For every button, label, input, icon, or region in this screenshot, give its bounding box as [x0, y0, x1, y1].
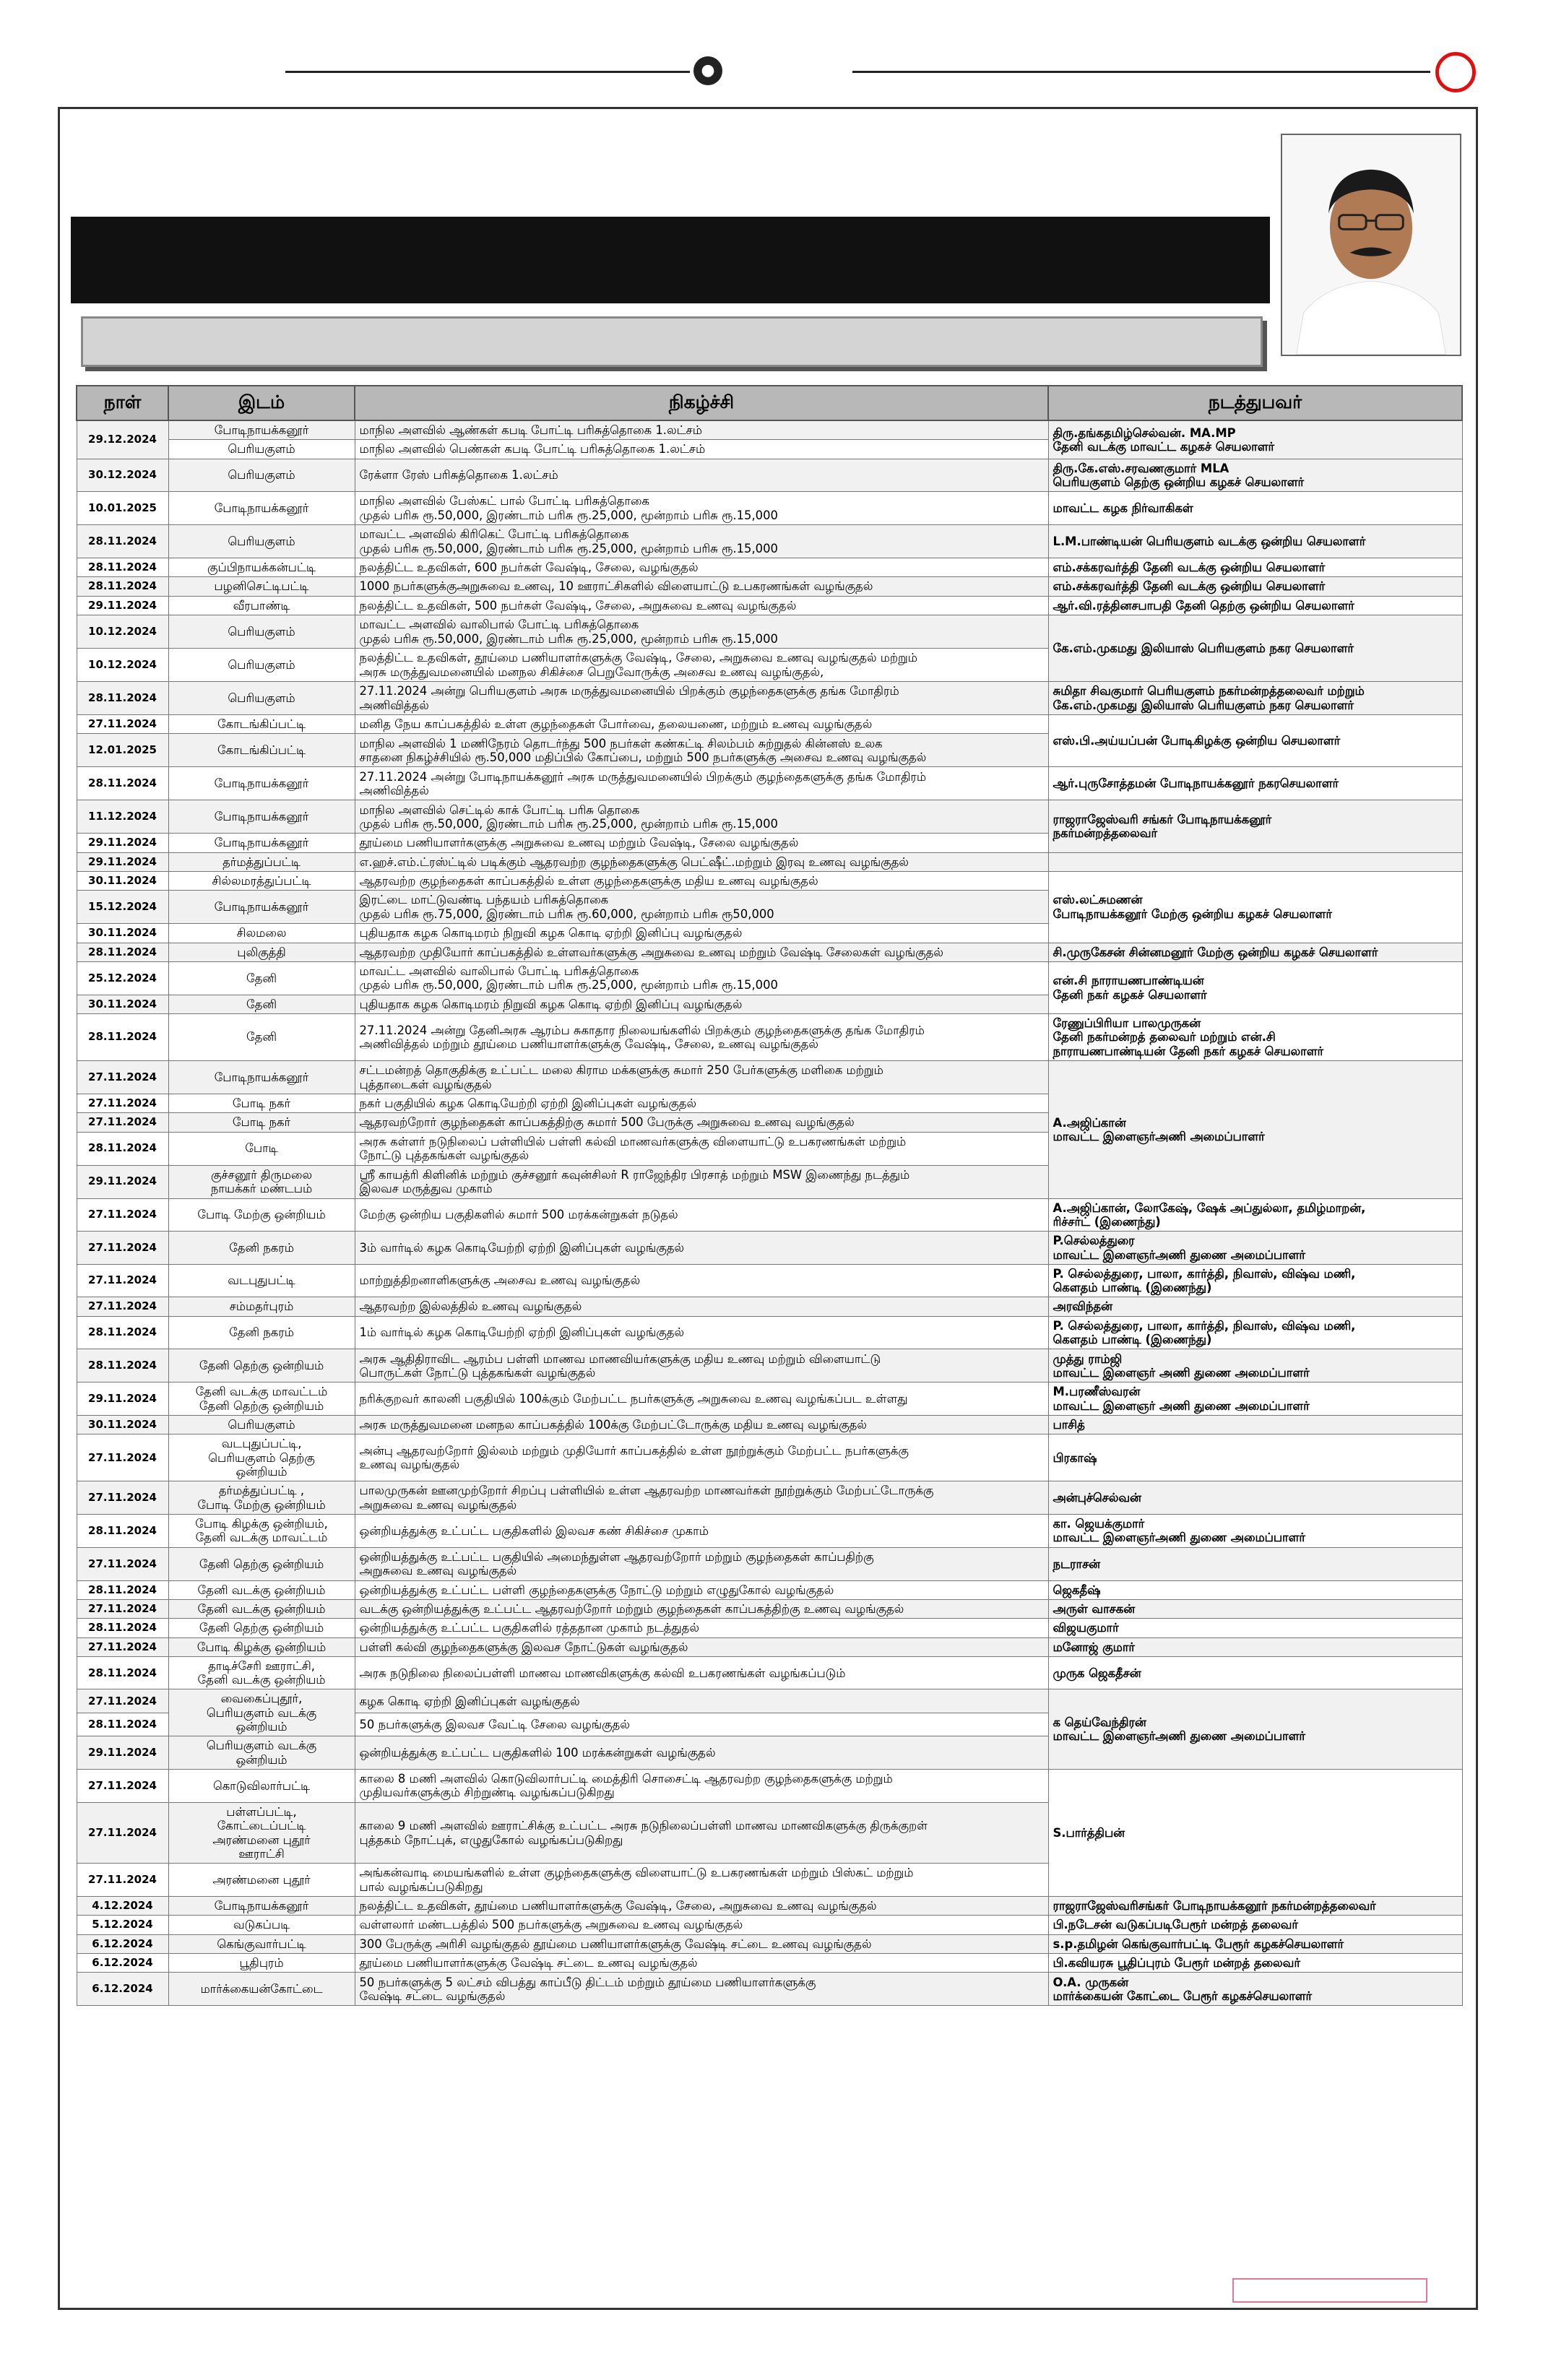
cell-date: 28.11.2024: [77, 525, 168, 558]
events-table-body: [77, 420, 1462, 2006]
table-row: [77, 558, 1462, 577]
table-row: [77, 1382, 1462, 1416]
cell-date: 28.11.2024: [77, 1656, 168, 1689]
cell-event: மாவட்ட அளவில் வாலிபால் போட்டி பரிசுத்தொகை முதல் பரிசு ரூ.50,000, இரண்டாம் பரிசு ரூ.25,000, மூன்றாம் பரிசு ரூ.15,000: [355, 615, 1048, 649]
header-event: நிகழ்ச்சி: [355, 386, 1048, 420]
footer-box: [1232, 2278, 1427, 2303]
table-row: [77, 800, 1462, 834]
cell-organizer: சி.முருகேசன் சின்னமனூர் மேற்கு ஒன்றிய கழகச் செயலாளர்: [1048, 943, 1462, 961]
cell-event: எ.ஹச்.எம்.ட்ரஸ்ட்டில் படிக்கும் ஆதரவற்ற குழந்தைகளுக்கு பெட்ஷீட்.மற்றும் இரவு உணவு வழங்குதல்: [355, 852, 1048, 871]
cell-date: 28.11.2024: [77, 1316, 168, 1349]
cell-date: 27.11.2024: [77, 1637, 168, 1656]
cell-place: போடிநாயக்கனூர்: [168, 1061, 355, 1094]
cell-date: 28.11.2024: [77, 1014, 168, 1061]
table-row: [77, 1415, 1462, 1434]
cell-organizer: முத்து ராம்ஜி மாவட்ட இளைஞர் அணி துணை அமைப்பாளர்: [1048, 1349, 1462, 1382]
cell-place: வீரபாண்டி: [168, 596, 355, 615]
cell-organizer: எஸ்.லட்சுமணன் போடிநாயக்கனூர் மேற்கு ஒன்றிய கழகச் செயலாளர்: [1048, 871, 1462, 943]
cell-date: 29.11.2024: [77, 1736, 168, 1770]
cell-event: அங்கன்வாடி மையங்களில் உள்ள குழந்தைகளுக்கு விளையாட்டு உபகரணங்கள் மற்றும் பிஸ்கட் மற்றும் பால் வழங்கப்படுகிறது: [355, 1864, 1048, 1897]
cell-event: நலத்திட்ட உதவிகள், 600 நபர்கள் வேஷ்டி, சேலை, வழங்குதல்: [355, 558, 1048, 577]
cell-event: ஒன்றியத்துக்கு உட்பட்ட பகுதியில் அமைந்துள்ள ஆதரவற்றோர் மற்றும் குழந்தைகள் காப்பதிற்கு அறுசுவை உணவு வழங்குதல்: [355, 1547, 1048, 1580]
cell-date: 12.01.2025: [77, 734, 168, 767]
table-row: [77, 596, 1462, 615]
cell-organizer: சுமிதா சிவகுமார் பெரியகுளம் நகர்மன்றத்தலைவர் மற்றும் கே.எம்.முகமது இலியாஸ் பெரியகுளம் நகர செயலாளர்: [1048, 682, 1462, 715]
cell-organizer: A.அஜிப்கான், லோகேஷ், ஷேக் அப்துல்லா, தமிழ்மாறன், ரிச்சர்ட் (இணைந்து): [1048, 1198, 1462, 1232]
cell-date: 27.11.2024: [77, 1769, 168, 1802]
table-row: [77, 871, 1462, 890]
cell-date: 27.11.2024: [77, 1198, 168, 1232]
cell-date: 28.11.2024: [77, 943, 168, 961]
cell-organizer: ஜெகதீஷ்: [1048, 1580, 1462, 1599]
table-row: [77, 1547, 1462, 1580]
header-rule-left: [285, 71, 690, 73]
cell-date: 28.11.2024: [77, 1349, 168, 1382]
cell-date: 29.11.2024: [77, 596, 168, 615]
cell-place: தேனி நகரம்: [168, 1316, 355, 1349]
cell-event: ஒன்றியத்துக்கு உட்பட்ட பகுதிகளில் ரத்ததான முகாம் நடத்துதல்: [355, 1619, 1048, 1637]
cell-date: 27.11.2024: [77, 1264, 168, 1297]
header-date: நாள்: [77, 386, 168, 420]
cell-date: 28.11.2024: [77, 577, 168, 596]
table-row: [77, 961, 1462, 995]
cell-event: 27.11.2024 அன்று போடிநாயக்கனூர் அரசு மருத்துவமனையில் பிறக்கும் குழந்தைகளுக்கு தங்க மோதிரம் அணிவித்தல்: [355, 767, 1048, 800]
cell-organizer: P.செல்லத்துரை மாவட்ட இளைஞர்அணி துணை அமைப்பாளர்: [1048, 1232, 1462, 1265]
leader-portrait-icon: [1282, 135, 1460, 355]
cell-place: பெரியகுளம்: [168, 682, 355, 715]
table-row: [77, 1689, 1462, 1713]
cell-place: தேனி: [168, 995, 355, 1013]
cell-place: போடி மேற்கு ஒன்றியம்: [168, 1198, 355, 1232]
cell-place: பெரியகுளம்: [168, 459, 355, 492]
cell-date: 28.11.2024: [77, 767, 168, 800]
cell-date: 28.11.2024: [77, 1132, 168, 1165]
table-row: [77, 1599, 1462, 1618]
cell-event: மனித நேய காப்பகத்தில் உள்ள குழந்தைகள் போர்வை, தலையணை, மற்றும் உணவு வழங்குதல்: [355, 715, 1048, 734]
cell-event: மாநில அளவில் பேஸ்கட் பால் போட்டி பரிசுத்தொகை முதல் பரிசு ரூ.50,000, இரண்டாம் பரிசு ரூ.25,000, மூன்றாம் பரிசு ரூ.15,000: [355, 492, 1048, 525]
cell-place: போடிநாயக்கனூர்: [168, 492, 355, 525]
cell-organizer: பாசித்: [1048, 1415, 1462, 1434]
cell-date: 4.12.2024: [77, 1897, 168, 1916]
headline-black-banner: [71, 217, 1270, 303]
cell-date: 29.11.2024: [77, 1165, 168, 1198]
cell-place: வடபுதுப்பட்டி, பெரியகுளம் தெற்கு ஒன்றியம்: [168, 1435, 355, 1481]
cell-date: 15.12.2024: [77, 891, 168, 924]
cell-organizer: M.பரணீஸ்வரன் மாவட்ட இளைஞர் அணி துணை அமைப்பாளர்: [1048, 1382, 1462, 1416]
cell-event: தூய்மை பணியாளர்களுக்கு வேஷ்டி சட்டை உணவு வழங்குதல்: [355, 1954, 1048, 1973]
cell-event: நலத்திட்ட உதவிகள், 500 நபர்கள் வேஷ்டி, சேலை, அறுசுவை உணவு வழங்குதல்: [355, 596, 1048, 615]
cell-date: 10.01.2025: [77, 492, 168, 525]
cell-date: 28.11.2024: [77, 682, 168, 715]
table-row: [77, 615, 1462, 649]
cell-event: நலத்திட்ட உதவிகள், தூய்மை பணியாளர்களுக்கு வேஷ்டி, சேலை, அறுசுவை உணவு வழங்குதல்: [355, 1897, 1048, 1916]
table-row: [77, 1014, 1462, 1061]
cell-organizer: மனோஜ் குமார்: [1048, 1637, 1462, 1656]
table-row: [77, 767, 1462, 800]
cell-place: போடி கிழக்கு ஒன்றியம்: [168, 1637, 355, 1656]
cell-organizer: பிரகாஷ்: [1048, 1435, 1462, 1481]
cell-event: 50 நபர்களுக்கு 5 லட்சம் விபத்து காப்பீடு திட்டம் மற்றும் தூய்மை பணியாளர்களுக்கு வேஷ்டி சட்டை வழங்குதல்: [355, 1973, 1048, 2006]
cell-event: மாவட்ட அளவில் வாலிபால் போட்டி பரிசுத்தொகை முதல் பரிசு ரூ.50,000, இரண்டாம் பரிசு ரூ.25,000, மூன்றாம் பரிசு ரூ.15,000: [355, 961, 1048, 995]
cell-date: 29.11.2024: [77, 852, 168, 871]
cell-place: பெரியகுளம்: [168, 649, 355, 682]
cell-date: 29.11.2024: [77, 834, 168, 852]
cell-place: சம்மதர்புரம்: [168, 1297, 355, 1316]
cell-place: தேனி நகரம்: [168, 1232, 355, 1265]
cell-date: 30.11.2024: [77, 1415, 168, 1434]
cell-date: 30.11.2024: [77, 924, 168, 943]
cell-event: ஆதரவற்றோர் குழந்தைகள் காப்பகத்திற்கு சுமார் 500 பேருக்கு அறுசுவை உணவு வழங்குதல்: [355, 1113, 1048, 1132]
cell-event: மாநில அளவில் பெண்கள் கபடி போட்டி பரிசுத்தொகை 1.லட்சம்: [355, 440, 1048, 459]
cell-place: பெரியகுளம்: [168, 440, 355, 459]
table-row: [77, 1061, 1462, 1094]
header-place: இடம்: [168, 386, 355, 420]
cell-organizer: திரு.தங்கதமிழ்செல்வன். MA.MP தேனி வடக்கு மாவட்ட கழகச் செயலாளர்: [1048, 420, 1462, 459]
cell-place: பெரியகுளம்: [168, 1415, 355, 1434]
party-emblem-icon: ●: [693, 56, 722, 85]
events-table: [76, 385, 1463, 2006]
cell-organizer: கே.எம்.முகமது இலியாஸ் பெரியகுளம் நகர செயலாளர்: [1048, 615, 1462, 682]
cell-event: கழக கொடி ஏற்றி இனிப்புகள் வழங்குதல்: [355, 1689, 1048, 1713]
cell-event: புதியதாக கழக கொடிமரம் நிறுவி கழக கொடி ஏற்றி இனிப்பு வழங்குதல்: [355, 995, 1048, 1013]
cell-organizer: ரேணுப்பிரியா பாலமுருகன் தேனி நகர்மன்றத் தலைவர் மற்றும் என்.சி நாராயணபாண்டியன் தேனி நகர் கழகச் செயலாளர்: [1048, 1014, 1462, 1061]
cell-event: ஆதரவற்ற முதியோர் காப்பகத்தில் உள்ளவர்களுக்கு அறுசுவை உணவு மற்றும் வேஷ்டி சேலைகள் வழங்குதல்: [355, 943, 1048, 961]
cell-organizer: கா. ஜெயக்குமார் மாவட்ட இளைஞர்அணி துணை அமைப்பாளர்: [1048, 1515, 1462, 1548]
table-row: [77, 1934, 1462, 1953]
cell-organizer: பி.கவியரசு பூதிப்புரம் பேரூர் மன்றத் தலைவர்: [1048, 1954, 1462, 1973]
cell-place: தாடிச்சேரி ஊராட்சி, தேனி வடக்கு ஒன்றியம்: [168, 1656, 355, 1689]
cell-date: 30.11.2024: [77, 995, 168, 1013]
cell-event: பாலமுருகன் ஊனமுற்றோர் சிறப்பு பள்ளியில் உள்ள ஆதரவற்ற மாணவர்கள் நூற்றுக்கும் மேற்பட்டோருக்கு அறுசுவை உணவு வழங்குதல்: [355, 1481, 1048, 1515]
cell-event: மாற்றுத்திறனாளிகளுக்கு அசைவ உணவு வழங்குதல்: [355, 1264, 1048, 1297]
cell-event: ஒன்றியத்துக்கு உட்பட்ட பள்ளி குழந்தைகளுக்கு நோட்டு மற்றும் எழுதுகோல் வழங்குதல்: [355, 1580, 1048, 1599]
cell-organizer: நடராசன்: [1048, 1547, 1462, 1580]
cell-event: ஒன்றியத்துக்கு உட்பட்ட பகுதிகளில் இலவச கண் சிகிச்சை முகாம்: [355, 1515, 1048, 1548]
cell-event: அரசு கள்ளர் நடுநிலைப் பள்ளியில் பள்ளி கல்வி மாணவர்களுக்கு விளையாட்டு உபகரணங்கள் மற்றும் நோட்டு புத்தகங்கள் வழங்குதல்: [355, 1132, 1048, 1165]
cell-date: 27.11.2024: [77, 1547, 168, 1580]
cell-event: ஆதரவற்ற குழந்தைகள் காப்பகத்தில் உள்ள குழந்தைகளுக்கு மதிய உணவு வழங்குதல்: [355, 871, 1048, 890]
table-row: [77, 1297, 1462, 1316]
cell-date: 27.11.2024: [77, 1435, 168, 1481]
cell-event: 27.11.2024 அன்று பெரியகுளம் அரசு மருத்துவமனையில் பிறக்கும் குழந்தைகளுக்கு தங்க மோதிரம் அணிவித்தல்: [355, 682, 1048, 715]
cell-organizer: க தெய்வேந்திரன் மாவட்ட இளைஞர்அணி துணை அமைப்பாளர்: [1048, 1689, 1462, 1769]
cell-place: பெரியகுளம்: [168, 615, 355, 649]
cell-date: 30.11.2024: [77, 871, 168, 890]
cell-event: 27.11.2024 அன்று தேனிஅரசு ஆரம்ப சுகாதார நிலையங்களில் பிறக்கும் குழந்தைகளுக்கு தங்க மோதிரம் அணிவித்தல் மற்றும் தூய்மை பணியாளர்களுக்கு வேஷ்டி, சேலை, உணவு வழங்குதல்: [355, 1014, 1048, 1061]
circle-badge-icon: [1435, 52, 1476, 92]
cell-date: 10.12.2024: [77, 649, 168, 682]
cell-place: தேனி: [168, 961, 355, 995]
cell-date: 27.11.2024: [77, 1297, 168, 1316]
cell-place: தேனி வடக்கு ஒன்றியம்: [168, 1599, 355, 1618]
table-row: [77, 852, 1462, 871]
cell-event: வடக்கு ஒன்றியத்துக்கு உட்பட்ட ஆதரவற்றோர் மற்றும் குழந்தைகள் காப்பகத்திற்கு உணவு வழங்குதல்: [355, 1599, 1048, 1618]
cell-organizer: எம்.சக்கரவர்த்தி தேனி வடக்கு ஒன்றிய செயலாளர்: [1048, 558, 1462, 577]
cell-event: நரிக்குறவர் காலனி பகுதியில் 100க்கும் மேற்பட்ட நபர்களுக்கு அறுசுவை உணவு வழங்கப்பட உள்ளது: [355, 1382, 1048, 1416]
cell-event: அரசு ஆதிதிராவிட ஆரம்ப பள்ளி மாணவ மாணவியர்களுக்கு மதிய உணவு மற்றும் விளையாட்டு பொருட்கள் நோட்டு புத்தகங்கள் வழங்குதல்: [355, 1349, 1048, 1382]
cell-organizer: விஜயகுமார்: [1048, 1619, 1462, 1637]
cell-event: மேற்கு ஒன்றிய பகுதிகளில் சுமார் 500 மரக்கன்றுகள் நடுதல்: [355, 1198, 1048, 1232]
cell-event: 50 நபர்களுக்கு இலவச வேட்டி சேலை வழங்குதல்: [355, 1713, 1048, 1736]
table-row: [77, 420, 1462, 440]
cell-date: 29.12.2024: [77, 420, 168, 459]
cell-organizer: A.அஜிப்கான் மாவட்ட இளைஞர்அணி அமைப்பாளர்: [1048, 1061, 1462, 1199]
header-organizer: நடத்துபவர்: [1048, 386, 1462, 420]
cell-place: தேனி தெற்கு ஒன்றியம்: [168, 1547, 355, 1580]
leader-photo: [1281, 134, 1461, 356]
cell-organizer: அன்புச்செல்வன்: [1048, 1481, 1462, 1515]
cell-date: 10.12.2024: [77, 615, 168, 649]
cell-event: பள்ளி கல்வி குழந்தைகளுக்கு இலவச நோட்டுகள் வழங்குதல்: [355, 1637, 1048, 1656]
cell-place: கெங்குவார்பட்டி: [168, 1934, 355, 1953]
cell-place: போடிநாயக்கனூர்: [168, 800, 355, 834]
cell-place: வடபுதுபட்டி: [168, 1264, 355, 1297]
cell-event: புதியதாக கழக கொடிமரம் நிறுவி கழக கொடி ஏற்றி இனிப்பு வழங்குதல்: [355, 924, 1048, 943]
cell-place: பெரியகுளம் வடக்கு ஒன்றியம்: [168, 1736, 355, 1770]
table-row: [77, 1973, 1462, 2006]
table-header-row: [77, 386, 1462, 420]
cell-event: இரட்டை மாட்டுவண்டி பந்தயம் பரிசுத்தொகை முதல் பரிசு ரூ.75,000, இரண்டாம் பரிசு ரூ.60,000, மூன்றாம் பரிசு ரூ50,000: [355, 891, 1048, 924]
table-row: [77, 1349, 1462, 1382]
cell-date: 30.12.2024: [77, 459, 168, 492]
subheadline-grey-banner: [81, 316, 1263, 367]
cell-event: மாநில அளவில் ஆண்கள் கபடி போட்டி பரிசுத்தொகை 1.லட்சம்: [355, 420, 1048, 440]
cell-place: போடி: [168, 1132, 355, 1165]
cell-organizer: O.A. முருகன் மார்க்கையன் கோட்டை பேரூர் கழகச்செயலாளர்: [1048, 1973, 1462, 2006]
cell-event: அரசு நடுநிலை நிலைப்பள்ளி மாணவ மாணவிகளுக்கு கல்வி உபகரணங்கள் வழங்கப்படும்: [355, 1656, 1048, 1689]
cell-place: அரண்மனை புதூர்: [168, 1864, 355, 1897]
cell-date: 27.11.2024: [77, 1689, 168, 1713]
cell-organizer: P. செல்லத்துரை, பாலா, கார்த்தி, நிவாஸ், விஷ்வ மணி, கௌதம் பாண்டி (இணைந்து): [1048, 1264, 1462, 1297]
cell-event: மாநில அளவில் 1 மணிநேரம் தொடர்ந்து 500 நபர்கள் கண்கட்டி சிலம்பம் சுற்றுதல் கின்னஸ் உலக சாதனை நிகழ்ச்சியில் ரூ.50,000 மதிப்பில் கோப்பை, மற்றும் 500 நபர்களுக்கு அசைவ உணவு வழங்குதல்: [355, 734, 1048, 767]
table-row: [77, 1897, 1462, 1916]
cell-date: 11.12.2024: [77, 800, 168, 834]
cell-place: சிலமலை: [168, 924, 355, 943]
cell-event: நகர் பகுதியில் கழக கொடியேற்றி ஏற்றி இனிப்புகள் வழங்குதல்: [355, 1094, 1048, 1113]
table-row: [77, 1198, 1462, 1232]
cell-date: 6.12.2024: [77, 1973, 168, 2006]
cell-event: ஸ்ரீ காயத்ரி கிளினிக் மற்றும் குச்சனூர் கவுன்சிலர் R ராஜேந்திர பிரசாத் மற்றும் MSW இணைந்து நடத்தும் இலவச மருத்துவ முகாம்: [355, 1165, 1048, 1198]
cell-place: பூதிபுரம்: [168, 1954, 355, 1973]
cell-place: வடுகப்படி: [168, 1916, 355, 1934]
cell-event: காலை 8 மணி அளவில் கொடுவிலார்பட்டி மைத்திரி சொசைட்டி ஆதரவற்ற குழந்தைகளுக்கு மற்றும் முதியவர்களுக்கும் சிற்றுண்டி வழங்கப்படுகிறது: [355, 1769, 1048, 1802]
table-row: [77, 1580, 1462, 1599]
cell-organizer: ஆர்.புருசோத்தமன் போடிநாயக்கனூர் நகரசெயலாளர்: [1048, 767, 1462, 800]
cell-date: 25.12.2024: [77, 961, 168, 995]
cell-date: 27.11.2024: [77, 1232, 168, 1265]
cell-organizer: எஸ்.பி.அய்யப்பன் போடிகிழக்கு ஒன்றிய செயலாளர்: [1048, 715, 1462, 767]
cell-event: 300 பேருக்கு அரிசி வழங்குதல் தூய்மை பணியாளர்களுக்கு வேஷ்டி சட்டை உணவு வழங்குதல்: [355, 1934, 1048, 1953]
cell-place: தேனி தெற்கு ஒன்றியம்: [168, 1349, 355, 1382]
cell-organizer: முருக ஜெகதீசன்: [1048, 1656, 1462, 1689]
cell-date: 28.11.2024: [77, 1580, 168, 1599]
table-row: [77, 525, 1462, 558]
table-row: [77, 1916, 1462, 1934]
cell-date: 28.11.2024: [77, 1713, 168, 1736]
cell-date: 27.11.2024: [77, 1113, 168, 1132]
cell-date: 28.11.2024: [77, 1619, 168, 1637]
cell-date: 6.12.2024: [77, 1934, 168, 1953]
cell-place: தர்மத்துப்பட்டி: [168, 852, 355, 871]
cell-place: பள்ளப்பட்டி, கோட்டைப்பட்டி அரண்மனை புதூர் ஊராட்சி: [168, 1802, 355, 1863]
cell-place: வைகைப்புதூர், பெரியகுளம் வடக்கு ஒன்றியம்: [168, 1689, 355, 1736]
cell-organizer: S.பார்த்திபன்: [1048, 1769, 1462, 1896]
table-row: [77, 715, 1462, 734]
cell-place: கோடங்கிப்பட்டி: [168, 715, 355, 734]
cell-date: 27.11.2024: [77, 1061, 168, 1094]
cell-event: மாவட்ட அளவில் கிரிகெட் போட்டி பரிசுத்தொகை முதல் பரிசு ரூ.50,000, இரண்டாம் பரிசு ரூ.25,000, மூன்றாம் பரிசு ரூ.15,000: [355, 525, 1048, 558]
cell-date: 27.11.2024: [77, 1481, 168, 1515]
cell-place: போடி கிழக்கு ஒன்றியம், தேனி வடக்கு மாவட்டம்: [168, 1515, 355, 1548]
cell-place: பழனிசெட்டிபட்டி: [168, 577, 355, 596]
cell-place: போடி நகர்: [168, 1113, 355, 1132]
cell-place: தேனி வடக்கு ஒன்றியம்: [168, 1580, 355, 1599]
cell-organizer: எம்.சக்கரவர்த்தி தேனி வடக்கு ஒன்றிய செயலாளர்: [1048, 577, 1462, 596]
cell-date: 27.11.2024: [77, 1864, 168, 1897]
table-row: [77, 492, 1462, 525]
cell-organizer: அரவிந்தன்: [1048, 1297, 1462, 1316]
cell-date: 28.11.2024: [77, 558, 168, 577]
cell-event: மாநில அளவில் செட்டில் காக் போட்டி பரிசு தொகை முதல் பரிசு ரூ.50,000, இரண்டாம் பரிசு ரூ.25,000, மூன்றாம் பரிசு ரூ.15,000: [355, 800, 1048, 834]
cell-event: காலை 9 மணி அளவில் ஊராட்சிக்கு உட்பட்ட அரசு நடுநிலைப்பள்ளி மாணவ மாணவிகளுக்கு திருக்குறள் புத்தகம் நோட்புக், எழுதுகோல் வழங்கப்படுகிறது: [355, 1802, 1048, 1863]
cell-event: வள்ளலார் மண்டபத்தில் 500 நபர்களுக்கு அறுசுவை உணவு வழங்குதல்: [355, 1916, 1048, 1934]
cell-place: கொடுவிலார்பட்டி: [168, 1769, 355, 1802]
table-row: [77, 943, 1462, 961]
cell-place: குச்சனூர் திருமலை நாயக்கர் மண்டபம்: [168, 1165, 355, 1198]
table-row: [77, 1954, 1462, 1973]
cell-event: ரேக்ளா ரேஸ் பரிசுத்தொகை 1.லட்சம்: [355, 459, 1048, 492]
cell-event: 3ம் வார்டில் கழக கொடியேற்றி ஏற்றி இனிப்புகள் வழங்குதல்: [355, 1232, 1048, 1265]
cell-date: 27.11.2024: [77, 715, 168, 734]
cell-date: 27.11.2024: [77, 1094, 168, 1113]
cell-event: ஆதரவற்ற இல்லத்தில் உணவு வழங்குதல்: [355, 1297, 1048, 1316]
table-row: [77, 1656, 1462, 1689]
cell-organizer: s.p.தமிழன் கெங்குவார்பட்டி பேரூர் கழகச்செயலாளர்: [1048, 1934, 1462, 1953]
cell-date: 5.12.2024: [77, 1916, 168, 1934]
cell-organizer: என்.சி நாராயணபாண்டியன் தேனி நகர் கழகச் செயலாளர்: [1048, 961, 1462, 1013]
cell-place: குப்பிநாயக்கன்பட்டி: [168, 558, 355, 577]
cell-organizer: ராஜராஜேஸ்வரிசங்கர் போடிநாயக்கனூர் நகர்மன்றத்தலைவர்: [1048, 1897, 1462, 1916]
cell-place: பெரியகுளம்: [168, 525, 355, 558]
cell-place: போடிநாயக்கனூர்: [168, 767, 355, 800]
cell-organizer: மாவட்ட கழக நிர்வாகிகள்: [1048, 492, 1462, 525]
table-row: [77, 1515, 1462, 1548]
cell-place: தேனி வடக்கு மாவட்டம் தேனி தெற்கு ஒன்றியம்: [168, 1382, 355, 1416]
cell-place: தர்மத்துப்பட்டி , போடி மேற்கு ஒன்றியம்: [168, 1481, 355, 1515]
cell-date: 27.11.2024: [77, 1599, 168, 1618]
cell-place: சில்லமரத்துப்பட்டி: [168, 871, 355, 890]
cell-place: போடி நகர்: [168, 1094, 355, 1113]
cell-place: மார்க்கையன்கோட்டை: [168, 1973, 355, 2006]
table-row: [77, 1264, 1462, 1297]
cell-place: போடிநாயக்கனூர்: [168, 891, 355, 924]
cell-organizer: [1048, 852, 1462, 871]
cell-organizer: ஆர்.வி.ரத்தினசபாபதி தேனி தெற்கு ஒன்றிய செயலாளர்: [1048, 596, 1462, 615]
cell-event: சட்டமன்றத் தொகுதிக்கு உட்பட்ட மலை கிராம மக்களுக்கு சுமார் 250 பேர்களுக்கு மளிகை மற்றும் புத்தாடைகள் வழங்குதல்: [355, 1061, 1048, 1094]
cell-event: 1ம் வார்டில் கழக கொடியேற்றி ஏற்றி இனிப்புகள் வழங்குதல்: [355, 1316, 1048, 1349]
cell-date: 6.12.2024: [77, 1954, 168, 1973]
table-row: [77, 1637, 1462, 1656]
cell-organizer: திரு.கே.எஸ்.சரவணகுமார் MLA பெரியகுளம் தெற்கு ஒன்றிய கழகச் செயலாளர்: [1048, 459, 1462, 492]
cell-date: 29.11.2024: [77, 1382, 168, 1416]
table-row: [77, 459, 1462, 492]
cell-event: அரசு மருத்துவமனை மனநல காப்பகத்தில் 100க்கு மேற்பட்டோருக்கு மதிய உணவு வழங்குதல்: [355, 1415, 1048, 1434]
table-row: [77, 1619, 1462, 1637]
cell-place: தேனி தெற்கு ஒன்றியம்: [168, 1619, 355, 1637]
cell-place: போடிநாயக்கனூர்: [168, 1897, 355, 1916]
cell-event: அன்பு ஆதரவற்றோர் இல்லம் மற்றும் முதியோர் காப்பகத்தில் உள்ள நூற்றுக்கும் மேற்பட்ட நபர்களுக்கு உணவு வழங்குதல்: [355, 1435, 1048, 1481]
cell-place: போடிநாயக்கனூர்: [168, 420, 355, 440]
cell-place: புலிகுத்தி: [168, 943, 355, 961]
table-row: [77, 682, 1462, 715]
table-row: [77, 1481, 1462, 1515]
table-row: [77, 1769, 1462, 1802]
table-row: [77, 1232, 1462, 1265]
cell-event: ஒன்றியத்துக்கு உட்பட்ட பகுதிகளில் 100 மரக்கன்றுகள் வழங்குதல்: [355, 1736, 1048, 1770]
cell-event: தூய்மை பணியாளர்களுக்கு அறுசுவை உணவு மற்றும் வேஷ்டி, சேலை வழங்குதல்: [355, 834, 1048, 852]
cell-organizer: அருள் வாசகன்: [1048, 1599, 1462, 1618]
cell-organizer: பி.நடேசன் வடுகப்படிபேரூர் மன்றத் தலைவர்: [1048, 1916, 1462, 1934]
cell-date: 27.11.2024: [77, 1802, 168, 1863]
cell-event: 1000 நபர்களுக்குஅறுசுவை உணவு, 10 ஊராட்சிகளில் விளையாட்டு உபகரணங்கள் வழங்குதல்: [355, 577, 1048, 596]
table-row: [77, 1316, 1462, 1349]
cell-organizer: P. செல்லத்துரை, பாலா, கார்த்தி, நிவாஸ், விஷ்வ மணி, கௌதம் பாண்டி (இணைந்து): [1048, 1316, 1462, 1349]
cell-place: கோடங்கிப்பட்டி: [168, 734, 355, 767]
cell-organizer: ராஜராஜேஸ்வரி சங்கர் போடிநாயக்கனூர் நகர்மன்றத்தலைவர்: [1048, 800, 1462, 852]
cell-organizer: L.M.பாண்டியன் பெரியகுளம் வடக்கு ஒன்றிய செயலாளர்: [1048, 525, 1462, 558]
cell-event: நலத்திட்ட உதவிகள், தூய்மை பணியாளர்களுக்கு வேஷ்டி, சேலை, அறுசுவை உணவு வழங்குதல் மற்றும் அரசு மருத்துவமனையில் மனநல சிகிச்சை பெறுவோருக்கு அசைவ உணவு வழங்குதல்,: [355, 649, 1048, 682]
cell-date: 28.11.2024: [77, 1515, 168, 1548]
table-row: [77, 577, 1462, 596]
header-rule-right: [852, 71, 1430, 73]
table-row: [77, 1435, 1462, 1481]
cell-place: போடிநாயக்கனூர்: [168, 834, 355, 852]
cell-place: தேனி: [168, 1014, 355, 1061]
